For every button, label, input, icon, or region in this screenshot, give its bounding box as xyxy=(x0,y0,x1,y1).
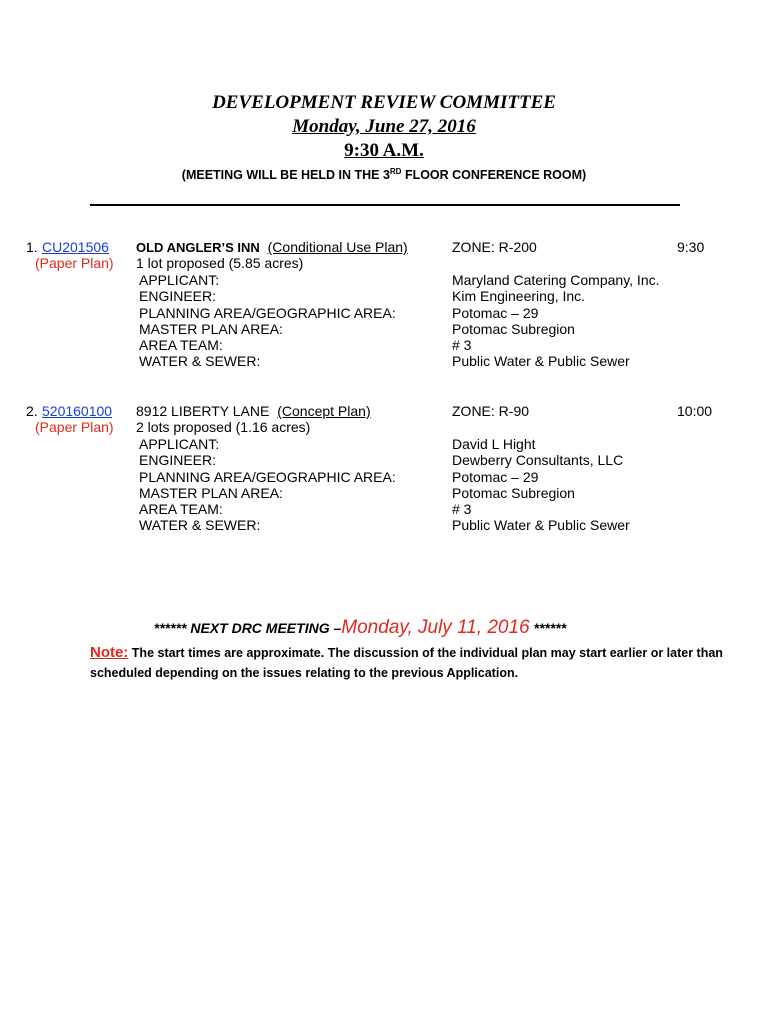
start-time: 9:30 xyxy=(677,239,705,255)
next-meeting-prefix: ****** NEXT DRC MEETING – xyxy=(153,620,342,636)
location-post: FLOOR CONFERENCE ROOM) xyxy=(401,168,587,182)
next-meeting-date: Monday, July 11, 2016 xyxy=(341,617,530,638)
field-value: Potomac Subregion xyxy=(452,321,575,337)
lots-proposed: 2 lots proposed (1.16 acres) xyxy=(136,419,311,435)
zone: ZONE: R-90 xyxy=(452,403,530,419)
field-value: Dewberry Consultants, LLC xyxy=(452,452,624,468)
paper-plan-label: (Paper Plan) xyxy=(35,419,114,435)
field-label: AREA TEAM: xyxy=(139,501,223,517)
item-number: 2. xyxy=(26,403,38,419)
note-paragraph xyxy=(90,643,750,683)
field-value: Potomac Subregion xyxy=(452,485,575,501)
field-label: PLANNING AREA/GEOGRAPHIC AREA: xyxy=(139,305,396,321)
field-value: Public Water & Public Sewer xyxy=(452,517,630,533)
case-link[interactable]: CU201506 xyxy=(42,239,109,255)
page-title: DEVELOPMENT REVIEW COMMITTEE xyxy=(212,92,556,113)
field-label: MASTER PLAN AREA: xyxy=(139,321,283,337)
zone: ZONE: R-200 xyxy=(452,239,537,255)
field-value: Potomac – 29 xyxy=(452,469,539,485)
location-sup: RD xyxy=(389,167,402,176)
next-meeting xyxy=(0,617,720,639)
start-time: 10:00 xyxy=(677,403,713,419)
location-pre: (MEETING WILL BE HELD IN THE 3 xyxy=(181,168,390,182)
meeting-date-text: Monday, June 27, 2016 xyxy=(292,116,476,137)
field-label: WATER & SEWER: xyxy=(139,353,261,369)
field-label: AREA TEAM: xyxy=(139,337,223,353)
field-value: # 3 xyxy=(452,501,472,517)
item-number: 1. xyxy=(26,239,38,255)
next-meeting-suffix: ****** xyxy=(529,620,567,636)
field-value: Kim Engineering, Inc. xyxy=(452,288,586,304)
item-title-row xyxy=(136,239,408,257)
item-name: OLD ANGLER’S INN xyxy=(136,240,260,255)
item-title-row xyxy=(136,403,371,420)
lots-proposed: 1 lot proposed (5.85 acres) xyxy=(136,255,304,271)
meeting-time xyxy=(0,140,768,162)
case-link[interactable]: 520160100 xyxy=(42,403,113,419)
item-name: 8912 LIBERTY LANE xyxy=(136,403,270,419)
field-value: Potomac – 29 xyxy=(452,305,539,321)
meeting-date xyxy=(0,116,768,138)
note-text: The start times are approximate. The discussion of the individual plan may start earlier or later than scheduled depending on the issues relating to the previous Application. xyxy=(90,646,723,680)
field-value: Maryland Catering Company, Inc. xyxy=(452,272,660,288)
field-label: APPLICANT: xyxy=(139,436,220,452)
field-value: Public Water & Public Sewer xyxy=(452,353,630,369)
field-value: # 3 xyxy=(452,337,472,353)
field-label: MASTER PLAN AREA: xyxy=(139,485,283,501)
field-label: ENGINEER: xyxy=(139,288,217,304)
header-divider xyxy=(90,204,680,206)
meeting-location xyxy=(0,167,768,182)
plan-type: (Conditional Use Plan) xyxy=(267,239,408,255)
note-label: Note: xyxy=(90,644,129,661)
meeting-time-text: 9:30 A.M. xyxy=(344,140,424,161)
field-label: ENGINEER: xyxy=(139,452,217,468)
field-label: WATER & SEWER: xyxy=(139,517,261,533)
paper-plan-label: (Paper Plan) xyxy=(35,255,114,271)
field-label: PLANNING AREA/GEOGRAPHIC AREA: xyxy=(139,469,396,485)
plan-type: (Concept Plan) xyxy=(277,403,371,419)
field-value: David L Hight xyxy=(452,436,536,452)
field-label: APPLICANT: xyxy=(139,272,220,288)
